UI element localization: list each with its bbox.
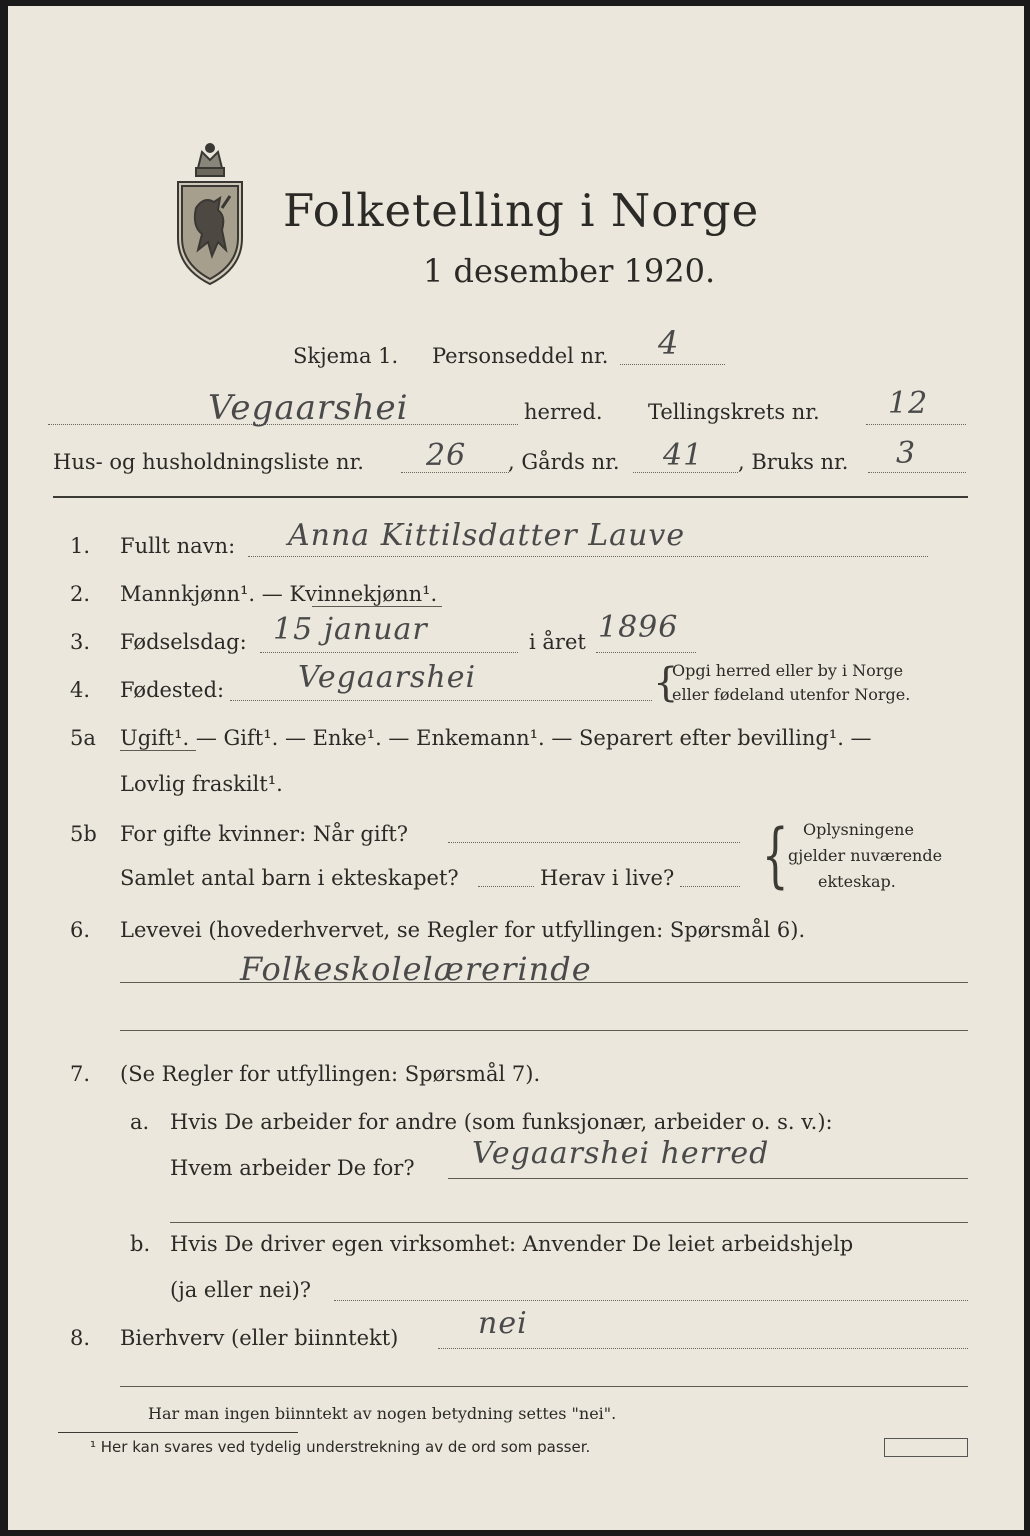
hus-label: Hus- og husholdningsliste nr. bbox=[53, 450, 364, 474]
q5a-line-1: Ugift¹. — Gift¹. — Enke¹. — Enkemann¹. — Separert efter bevilling¹. — bbox=[120, 726, 872, 750]
q5b-children-label: Samlet antal barn i ekteskapet? bbox=[120, 866, 459, 890]
q6-label: Levevei (hovederhvervet, se Regler for utfyllingen: Spørsmål 6). bbox=[120, 918, 806, 942]
employer-line bbox=[448, 1178, 968, 1179]
q1-number: 1. bbox=[70, 534, 91, 558]
q7b-letter: b. bbox=[130, 1232, 151, 1256]
full-name-value: Anna Kittilsdatter Lauve bbox=[288, 518, 686, 553]
form-title: Folketelling i Norge bbox=[283, 184, 760, 237]
q7-number: 7. bbox=[70, 1062, 91, 1086]
q8-number: 8. bbox=[70, 1326, 91, 1350]
q7b-line-1: Hvis De driver egen virksomhet: Anvender De leiet arbeidshjelp bbox=[170, 1232, 854, 1256]
kvinnekjonn-underline bbox=[312, 606, 442, 607]
bruks-line bbox=[868, 472, 966, 473]
herred-label: herred. bbox=[524, 400, 603, 424]
q4-line bbox=[230, 700, 652, 701]
coat-of-arms-icon bbox=[168, 138, 252, 288]
q5b-alive-label: Herav i live? bbox=[540, 866, 675, 890]
tellingskrets-line bbox=[866, 424, 966, 425]
q5b-note-2: gjelder nuværende bbox=[788, 846, 943, 865]
q2-label: Mannkjønn¹. — Kvinnekjønn¹. bbox=[120, 582, 438, 606]
q5a-number: 5a bbox=[70, 726, 96, 750]
side-income-line-2 bbox=[120, 1386, 968, 1387]
married-when-line bbox=[448, 842, 740, 843]
occupation-value: Folkeskolelærerinde bbox=[240, 950, 592, 988]
q7a-line-1: Hvis De arbeider for andre (som funksjonær, arbeider o. s. v.): bbox=[170, 1110, 833, 1134]
q4-note-1: Opgi herred eller by i Norge bbox=[672, 661, 904, 680]
q4-number: 4. bbox=[70, 678, 91, 702]
q7b-line-2: (ja eller nei)? bbox=[170, 1278, 312, 1302]
q3-date-line bbox=[260, 652, 518, 653]
herred-value: Vegaarshei bbox=[208, 388, 409, 428]
nei-instruction: Har man ingen biinntekt av nogen betydning settes "nei". bbox=[148, 1404, 617, 1423]
gards-label: , Gårds nr. bbox=[508, 450, 620, 474]
employer-value: Vegaarshei herred bbox=[472, 1136, 770, 1171]
employer-line-2 bbox=[170, 1222, 968, 1223]
personseddel-label: Personseddel nr. bbox=[432, 344, 609, 368]
q1-label: Fullt navn: bbox=[120, 534, 236, 558]
header-divider bbox=[53, 496, 968, 498]
q7-label: (Se Regler for utfyllingen: Spørsmål 7). bbox=[120, 1062, 541, 1086]
footnote-divider bbox=[58, 1432, 298, 1433]
side-income-value: nei bbox=[478, 1306, 528, 1341]
q3-year-line bbox=[596, 652, 696, 653]
bleed-through-mark bbox=[908, 90, 913, 109]
occupation-line-2 bbox=[120, 1030, 968, 1031]
hus-value: 26 bbox=[426, 438, 467, 473]
q3-number: 3. bbox=[70, 630, 91, 654]
q5b-line-1: For gifte kvinner: Når gift? bbox=[120, 822, 409, 846]
q5b-number: 5b bbox=[70, 822, 97, 846]
tellingskrets-value: 12 bbox=[888, 386, 929, 421]
q7a-line-2: Hvem arbeider De for? bbox=[170, 1156, 415, 1180]
census-form-page bbox=[8, 6, 1024, 1530]
bruks-value: 3 bbox=[896, 436, 917, 471]
q1-line bbox=[248, 556, 928, 557]
occupation-line-1 bbox=[120, 982, 968, 983]
q3-year-label: i året bbox=[529, 630, 586, 654]
q5a-line-2: Lovlig fraskilt¹. bbox=[120, 772, 283, 796]
side-income-line bbox=[438, 1348, 968, 1349]
bruks-label: , Bruks nr. bbox=[738, 450, 849, 474]
birth-date-value: 15 januar bbox=[273, 612, 428, 647]
children-total-line bbox=[478, 886, 534, 887]
tellingskrets-label: Tellingskrets nr. bbox=[648, 400, 820, 424]
census-date: 1 desember 1920. bbox=[423, 252, 716, 290]
bleed-through-text bbox=[388, 90, 393, 109]
q5b-brace: { bbox=[761, 814, 789, 896]
children-alive-line bbox=[680, 886, 740, 887]
q5b-note-1: Oplysningene bbox=[803, 820, 914, 839]
birth-year-value: 1896 bbox=[598, 610, 679, 645]
printer-stamp-icon bbox=[884, 1438, 968, 1457]
gards-value: 41 bbox=[663, 438, 704, 473]
q4-label: Fødested: bbox=[120, 678, 225, 702]
hired-help-line bbox=[334, 1300, 968, 1301]
q7a-letter: a. bbox=[130, 1110, 150, 1134]
q6-number: 6. bbox=[70, 918, 91, 942]
skjema-label: Skjema 1. bbox=[293, 344, 399, 368]
q2-number: 2. bbox=[70, 582, 91, 606]
q8-label: Bierhverv (eller biinntekt) bbox=[120, 1326, 399, 1350]
personseddel-value: 4 bbox=[658, 324, 680, 362]
q4-brace: { bbox=[653, 660, 679, 706]
q5b-note-3: ekteskap. bbox=[818, 872, 896, 891]
ugift-underline bbox=[120, 750, 196, 751]
birthplace-value: Vegaarshei bbox=[298, 660, 477, 695]
q4-note-2: eller fødeland utenfor Norge. bbox=[672, 685, 911, 704]
personseddel-line bbox=[620, 364, 725, 365]
footnote: ¹ Her kan svares ved tydelig understrekning av de ord som passer. bbox=[90, 1438, 591, 1456]
q3-label: Fødselsdag: bbox=[120, 630, 247, 654]
